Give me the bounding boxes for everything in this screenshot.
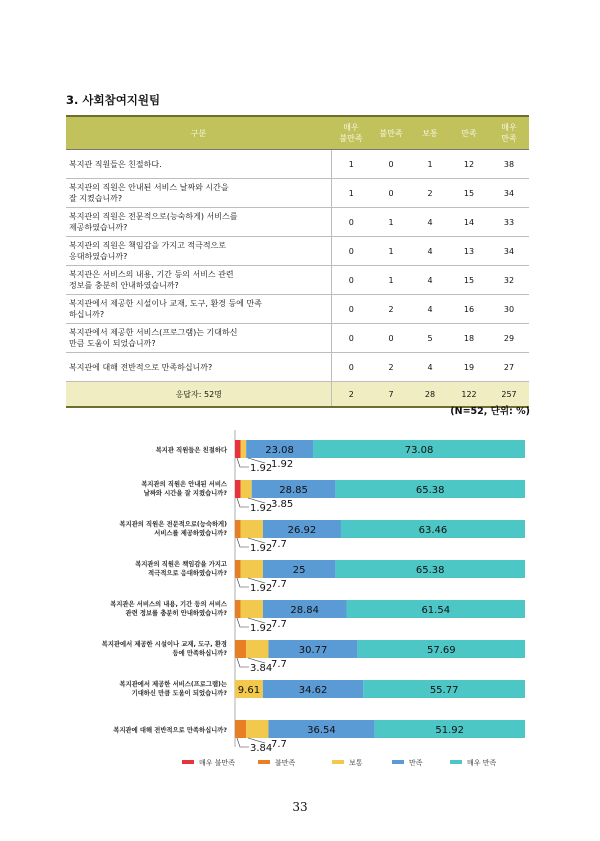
callout-label: 1.92 (250, 543, 273, 554)
header-col-3: 보통 (411, 116, 449, 150)
value-cell: 19 (449, 353, 489, 382)
total-value: 2 (331, 382, 371, 408)
data-label: 34.62 (298, 685, 328, 696)
legend-label: 만족 (409, 759, 423, 767)
category-label: 복지관은 서비스의 내용, 기간 등의 서비스 관련 정보를 충분히 안내하였습니까? (110, 601, 227, 617)
value-cell: 1 (331, 150, 371, 179)
callout-label: 1.92 (271, 459, 294, 470)
callout-line (237, 538, 249, 547)
legend-label: 보통 (349, 759, 363, 767)
value-cell: 0 (331, 353, 371, 382)
value-cell: 15 (449, 266, 489, 295)
value-cell: 4 (411, 237, 449, 266)
callout-label: 1.92 (250, 463, 273, 474)
data-label: 30.77 (298, 645, 328, 656)
callout-line (237, 458, 249, 467)
header-col-2: 불만족 (371, 116, 411, 150)
callout-label: 7.7 (271, 619, 287, 630)
legend-swatch (450, 760, 462, 764)
total-value: 28 (411, 382, 449, 408)
value-cell: 2 (371, 353, 411, 382)
bar-보통 (246, 720, 268, 738)
value-cell: 0 (331, 237, 371, 266)
table-header-row (66, 116, 529, 150)
value-cell: 4 (411, 353, 449, 382)
value-cell: 1 (371, 208, 411, 237)
header-category: 구분 (66, 116, 331, 150)
data-label: 65.38 (415, 485, 445, 496)
value-cell: 0 (371, 150, 411, 179)
callout-label: 7.7 (271, 739, 287, 750)
callout-line (237, 618, 249, 627)
survey-table (66, 115, 529, 408)
value-cell: 16 (449, 295, 489, 324)
value-cell: 0 (331, 266, 371, 295)
total-value: 257 (489, 382, 529, 408)
table-row (66, 266, 529, 295)
callout-label: 7.7 (271, 659, 287, 670)
section-title: 3. 사회참여지원팀 (66, 93, 161, 107)
header-col-5: 매우 만족 (489, 116, 529, 150)
value-cell: 34 (489, 237, 529, 266)
data-label: 65.38 (415, 565, 445, 576)
value-cell: 1 (371, 266, 411, 295)
legend-label: 매우 불만족 (199, 759, 236, 767)
table-row (66, 150, 529, 179)
question-cell: 복지관의 직원은 책임감을 가지고 적극적으로 응대하였습니까? (66, 237, 331, 266)
data-label: 51.92 (435, 725, 465, 736)
data-label: 63.46 (418, 525, 448, 536)
value-cell: 4 (411, 208, 449, 237)
value-cell: 1 (331, 179, 371, 208)
bar-보통 (241, 600, 263, 618)
value-cell: 5 (411, 324, 449, 353)
question-cell: 복지관의 직원은 안내된 서비스 날짜와 시간을 잘 지켰습니까? (66, 179, 331, 208)
data-label: 28.85 (279, 485, 308, 496)
callout-line (237, 498, 249, 507)
callout-line (237, 578, 249, 587)
question-cell: 복지관에서 제공한 시설이나 교재, 도구, 환경 등에 만족 하십니까? (66, 295, 331, 324)
question-cell: 복지관에 대해 전반적으로 만족하십니까? (66, 353, 331, 382)
callout-label: 7.7 (271, 579, 287, 590)
bar-불만족 (235, 640, 246, 658)
data-label: 9.61 (237, 685, 261, 696)
data-label: 23.08 (265, 445, 294, 456)
total-value: 122 (449, 382, 489, 408)
bar-불만족 (235, 600, 241, 618)
question-cell: 복지관에서 제공한 서비스(프로그램)는 기대하신 만큼 도움이 되었습니까? (66, 324, 331, 353)
legend-swatch (332, 760, 344, 764)
value-cell: 12 (449, 150, 489, 179)
value-cell: 0 (331, 295, 371, 324)
table-row (66, 324, 529, 353)
bar-보통 (241, 560, 263, 578)
question-cell: 복지관의 직원은 전문적으로(능숙하게) 서비스를 제공하였습니까? (66, 208, 331, 237)
legend-swatch (182, 760, 194, 764)
data-label: 61.54 (421, 605, 451, 616)
bar-불만족 (235, 520, 241, 538)
callout-label: 3.85 (271, 499, 294, 510)
value-cell: 13 (449, 237, 489, 266)
question-cell: 복지관 직원들은 친절하다. (66, 150, 331, 179)
data-label: 36.54 (307, 725, 336, 736)
value-cell: 27 (489, 353, 529, 382)
value-cell: 2 (371, 295, 411, 324)
callout-label: 3.84 (250, 743, 273, 754)
legend-label: 매우 만족 (467, 759, 497, 767)
callout-label: 1.92 (250, 583, 273, 594)
category-label: 복지관의 직원은 안내된 서비스 날짜와 시간을 잘 지켰습니까? (141, 481, 227, 497)
bar-보통 (241, 440, 247, 458)
callout-label: 3.84 (250, 663, 273, 674)
callout-label: 1.92 (250, 503, 273, 514)
value-cell: 0 (331, 324, 371, 353)
callout-label: 7.7 (271, 539, 287, 550)
callout-line (237, 658, 249, 667)
legend-swatch (392, 760, 404, 764)
category-label: 복지관의 직원은 전문적으로(능숙하게) 서비스를 제공하였습니까? (119, 521, 227, 537)
value-cell: 4 (411, 266, 449, 295)
category-label: 복지관에서 제공한 시설이나 교재, 도구, 환경 등에 만족하십니까? (101, 641, 227, 657)
value-cell: 0 (331, 208, 371, 237)
value-cell: 14 (449, 208, 489, 237)
question-cell: 복지관은 서비스의 내용, 기간 등의 서비스 관련 정보를 충분히 안내하였습니까? (66, 266, 331, 295)
data-label: 57.69 (427, 645, 456, 656)
category-label: 복지관에서 제공한 서비스(프로그램)는 기대하신 만큼 도움이 되었습니까? (119, 681, 227, 697)
callout-label: 1.92 (250, 623, 273, 634)
table-row (66, 295, 529, 324)
data-label: 73.08 (404, 445, 434, 456)
value-cell: 2 (411, 179, 449, 208)
unit-note: (N=52, 단위: %) (450, 406, 530, 417)
value-cell: 1 (411, 150, 449, 179)
value-cell: 15 (449, 179, 489, 208)
value-cell: 1 (371, 237, 411, 266)
page-number: 33 (292, 800, 308, 814)
bar-불만족 (235, 560, 241, 578)
value-cell: 29 (489, 324, 529, 353)
bar-불만족 (235, 720, 246, 738)
data-label: 25 (292, 565, 306, 576)
bar-보통 (241, 520, 263, 538)
value-cell: 0 (371, 324, 411, 353)
value-cell: 38 (489, 150, 529, 179)
value-cell: 18 (449, 324, 489, 353)
header-col-4: 만족 (449, 116, 489, 150)
category-label: 복지관 직원들은 친절하다 (155, 447, 227, 454)
value-cell: 32 (489, 266, 529, 295)
data-label: 55.77 (429, 685, 459, 696)
value-cell: 33 (489, 208, 529, 237)
bar-보통 (241, 480, 252, 498)
bar-보통 (246, 640, 268, 658)
table-row (66, 237, 529, 266)
value-cell: 0 (371, 179, 411, 208)
table-row (66, 353, 529, 382)
table-row (66, 179, 529, 208)
value-cell: 30 (489, 295, 529, 324)
total-label: 응답자: 52명 (66, 382, 331, 408)
value-cell: 4 (411, 295, 449, 324)
table-row (66, 208, 529, 237)
callout-line (237, 738, 249, 747)
satisfaction-chart (40, 425, 560, 795)
legend-swatch (258, 760, 270, 764)
header-col-1: 매우 불만족 (331, 116, 371, 150)
category-label: 복지관의 직원은 책임감을 가지고 적극적으로 응대하였습니까? (135, 561, 227, 577)
data-label: 26.92 (287, 525, 317, 536)
value-cell: 34 (489, 179, 529, 208)
data-label: 28.84 (290, 605, 320, 616)
bar-매우-불만족 (235, 440, 241, 458)
category-label: 복지관에 대해 전반적으로 만족하십니까? (113, 727, 227, 734)
legend-label: 불만족 (275, 759, 296, 767)
total-value: 7 (371, 382, 411, 408)
bar-매우-불만족 (235, 480, 241, 498)
